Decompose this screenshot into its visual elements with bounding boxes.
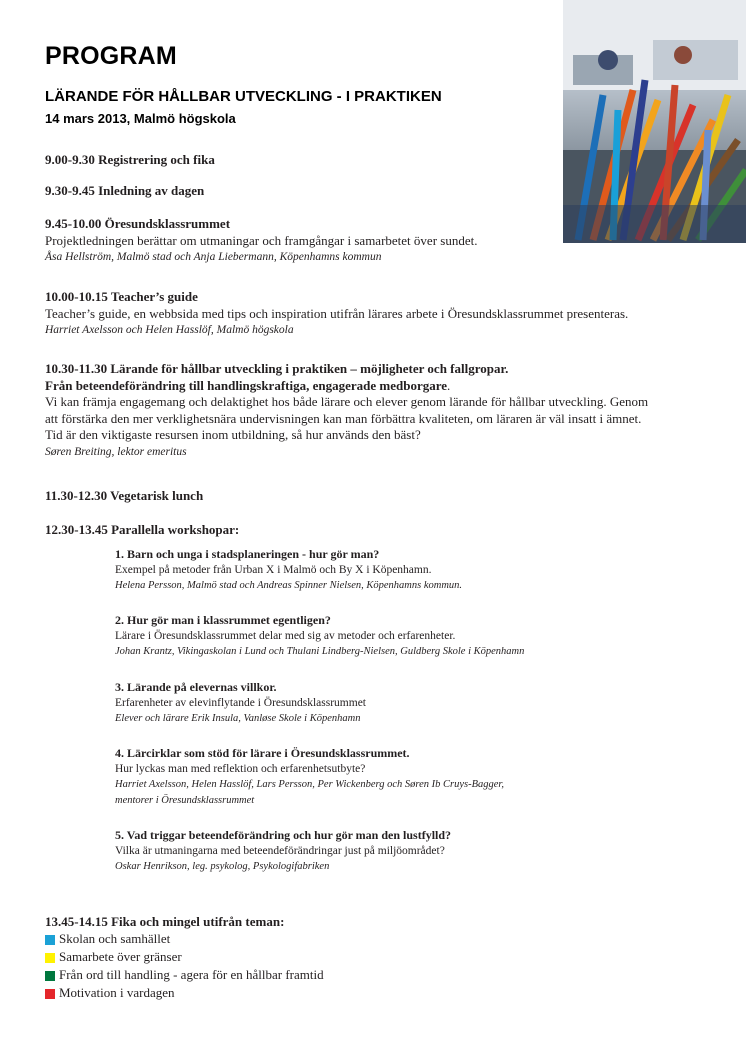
workshop-2 [115, 613, 715, 660]
workshop-desc: Hur lyckas man med reflektion och erfarenhetsutbyte? [115, 762, 366, 775]
workshop-desc: Lärare i Öresundsklassrummet delar med sig av metoder och erfarenheter. [115, 629, 456, 642]
workshop-title: 4. Lärcirklar som stöd för lärare i Öresundsklassrummet. [115, 746, 410, 760]
theme-item [45, 967, 735, 985]
session-lunch: 11.30-12.30 Vegetarisk lunch [45, 488, 204, 503]
session-speakers: Søren Breiting, lektor emeritus [45, 445, 187, 458]
workshop-title: 1. Barn och unga i stadsplaneringen - hur gör man? [115, 547, 380, 561]
theme-label: Från ord till handling - agera för en hållbar framtid [59, 967, 324, 983]
theme-label: Skolan och samhället [59, 931, 171, 947]
workshop-speakers-line2: mentorer i Öresundsklassrummet [115, 794, 255, 806]
theme-item [45, 931, 735, 949]
session-oresund [45, 216, 735, 266]
page-title: PROGRAM [45, 42, 177, 70]
session-title: 10.30-11.30 Lärande för hållbar utveckling i praktiken – möjligheter och fallgropar. [45, 361, 509, 376]
theme-label: Motivation i vardagen [59, 985, 175, 1001]
session-title: 13.45-14.15 Fika och mingel utifrån teman: [45, 914, 285, 929]
session-registration: 9.00-9.30 Registrering och fika [45, 152, 215, 167]
workshop-3 [115, 680, 715, 727]
session-closing [45, 914, 735, 1003]
session-teachers-guide [45, 289, 735, 339]
workshop-speakers: Harriet Axelsson, Helen Hasslöf, Lars Persson, Per Wickenberg och Søren Ib Cruys-Bagger, [115, 779, 504, 790]
event-date-place: 14 mars 2013, Malmö högskola [45, 111, 236, 126]
session-keynote [45, 361, 735, 460]
theme-swatch-yellow [45, 953, 55, 963]
theme-item [45, 985, 735, 1003]
session-desc: Projektledningen berättar om utmaningar och framgångar i samarbetet över sundet. [45, 232, 478, 248]
session-title-line2: Från beteendeförändring till handlingskraftiga, engagerade medborgare. [45, 377, 451, 393]
event-subtitle: LÄRANDE FÖR HÅLLBAR UTVECKLING - I PRAKTIKEN [45, 88, 442, 105]
session-desc-line2: att förstärka den mer verklighetsnära undervisningen kan man förbättra kvaliteten, om läraren är väl insatt i ämnet. [45, 410, 642, 426]
workshop-speakers: Oskar Henrikson, leg. psykolog, Psykologifabriken [115, 861, 330, 872]
theme-item [45, 949, 735, 967]
session-desc-line1: Vi kan främja engagemang och delaktighet hos både lärare och elever genom lärande för hållbar utveckling. Genom [45, 394, 649, 409]
session-workshops: 12.30-13.45 Parallella workshopar: [45, 522, 240, 537]
workshop-desc: Vilka är utmaningarna med beteendeförändringar just på miljöområdet? [115, 844, 445, 857]
theme-label: Samarbete över gränser [59, 949, 182, 965]
session-desc: Teacher’s guide, en webbsida med tips och inspiration utifrån lärares arbete i Öresundsklassrummet presenteras. [45, 305, 629, 321]
session-speakers: Åsa Hellström, Malmö stad och Anja Liebermann, Köpenhamns kommun [45, 251, 382, 263]
workshop-5 [115, 828, 715, 875]
session-speakers: Harriet Axelsson och Helen Hasslöf, Malmö högskola [45, 324, 294, 336]
workshop-title: 2. Hur gör man i klassrummet egentligen? [115, 613, 331, 627]
session-desc-line3: Tid är den viktigaste resursen inom utbildning, så hur används den bäst? [45, 427, 421, 442]
workshop-speakers: Johan Krantz, Vikingaskolan i Lund och Thulani Lindberg-Nielsen, Guldberg Skole i Köpenhamn [115, 646, 525, 657]
theme-swatch-red [45, 989, 55, 999]
workshop-title: 5. Vad triggar beteendeförändring och hur gör man den lustfylld? [115, 828, 452, 842]
theme-swatch-blue [45, 935, 55, 945]
workshop-desc: Erfarenheter av elevinflytande i Öresundsklassrummet [115, 696, 366, 709]
workshop-4 [115, 746, 715, 808]
session-intro: 9.30-9.45 Inledning av dagen [45, 183, 205, 198]
theme-swatch-green [45, 971, 55, 981]
header-photo-pencils [563, 0, 746, 243]
workshop-title: 3. Lärande på elevernas villkor. [115, 680, 277, 694]
workshop-speakers: Elever och lärare Erik Insula, Vanløse Skole i Köpenhamn [115, 713, 361, 724]
session-title: 10.00-10.15 Teacher’s guide [45, 289, 198, 304]
theme-list [45, 931, 735, 1003]
session-title: 9.45-10.00 Öresundsklassrummet [45, 216, 231, 231]
workshop-1 [115, 547, 715, 594]
workshop-speakers: Helena Persson, Malmö stad och Andreas Spinner Nielsen, Köpenhamns kommun. [115, 580, 463, 591]
workshop-desc: Exempel på metoder från Urban X i Malmö och By X i Köpenhamn. [115, 563, 432, 576]
